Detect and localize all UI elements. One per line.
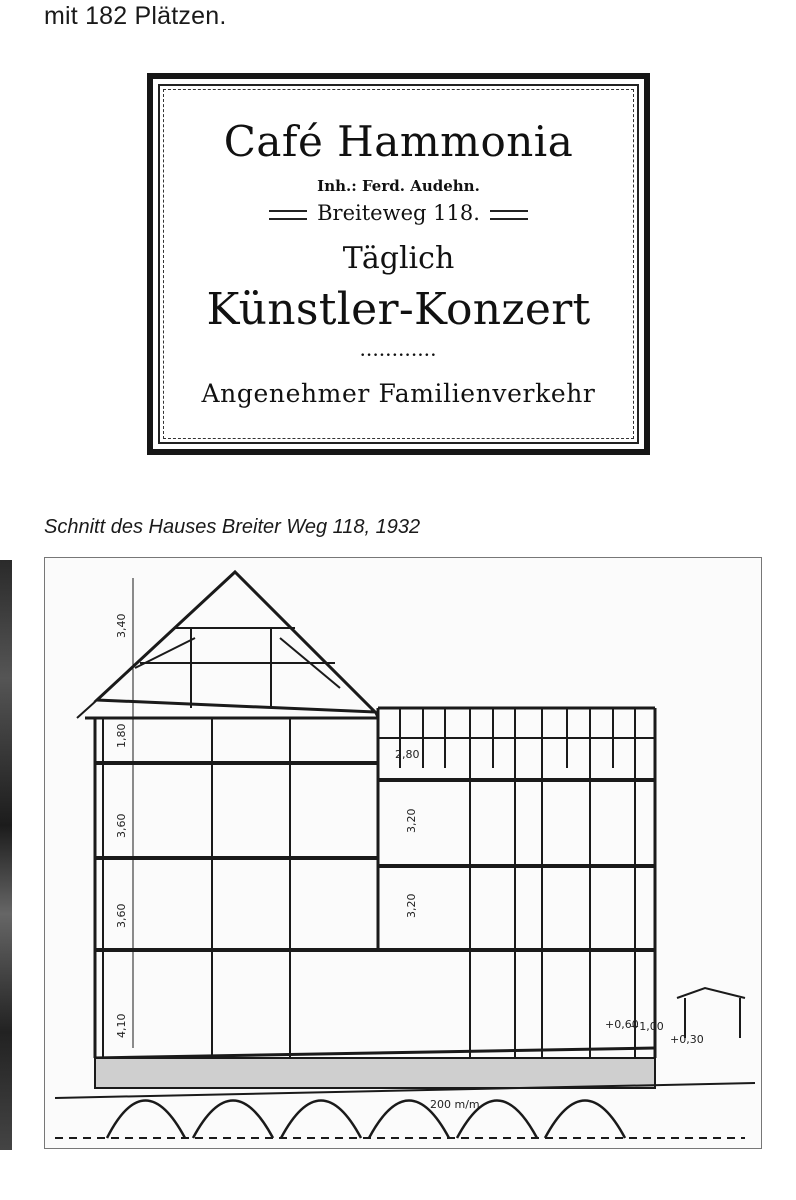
roof-outline bbox=[97, 572, 375, 712]
dim-label: 3,20 bbox=[405, 808, 418, 833]
family-text: Angenehmer Familienverkehr bbox=[201, 379, 596, 408]
adjacent-photo-edge bbox=[0, 560, 12, 1150]
daily-text: Täglich bbox=[342, 241, 455, 276]
address-text: Breiteweg 118. bbox=[317, 201, 480, 225]
dim-label: 3,20 bbox=[405, 893, 418, 918]
dim-label: +0,60 bbox=[605, 1018, 639, 1031]
dim-label: 3,40 bbox=[115, 613, 128, 638]
figure-caption: Schnitt des Hauses Breiter Weg 118, 1932 bbox=[44, 516, 421, 538]
cafe-name: Café Hammonia bbox=[223, 117, 574, 166]
dim-label: 1,80 bbox=[115, 723, 128, 748]
address-line bbox=[153, 201, 644, 225]
dim-label: 2,80 bbox=[395, 748, 420, 761]
building-section-drawing bbox=[44, 557, 762, 1149]
dim-label: +0,30 bbox=[670, 1033, 704, 1046]
cafe-advertisement bbox=[147, 73, 650, 455]
dim-label: 200 m/m bbox=[430, 1098, 480, 1111]
dim-label: +1,00 bbox=[630, 1020, 664, 1033]
owner-line: Inh.: Ferd. Audehn. bbox=[317, 177, 480, 195]
dot-divider: •••••••••••• bbox=[359, 351, 438, 361]
intro-text: mit 182 Plätzen. bbox=[44, 2, 227, 30]
left-rule bbox=[269, 210, 307, 220]
section-drawing-svg bbox=[45, 558, 761, 1148]
dim-label: 4,10 bbox=[115, 1013, 128, 1038]
dim-label: 3,60 bbox=[115, 903, 128, 928]
dim-label: 3,60 bbox=[115, 813, 128, 838]
dimension-labels bbox=[115, 614, 704, 1112]
right-rule bbox=[490, 210, 528, 220]
concert-text: Künstler-Konzert bbox=[206, 284, 591, 335]
